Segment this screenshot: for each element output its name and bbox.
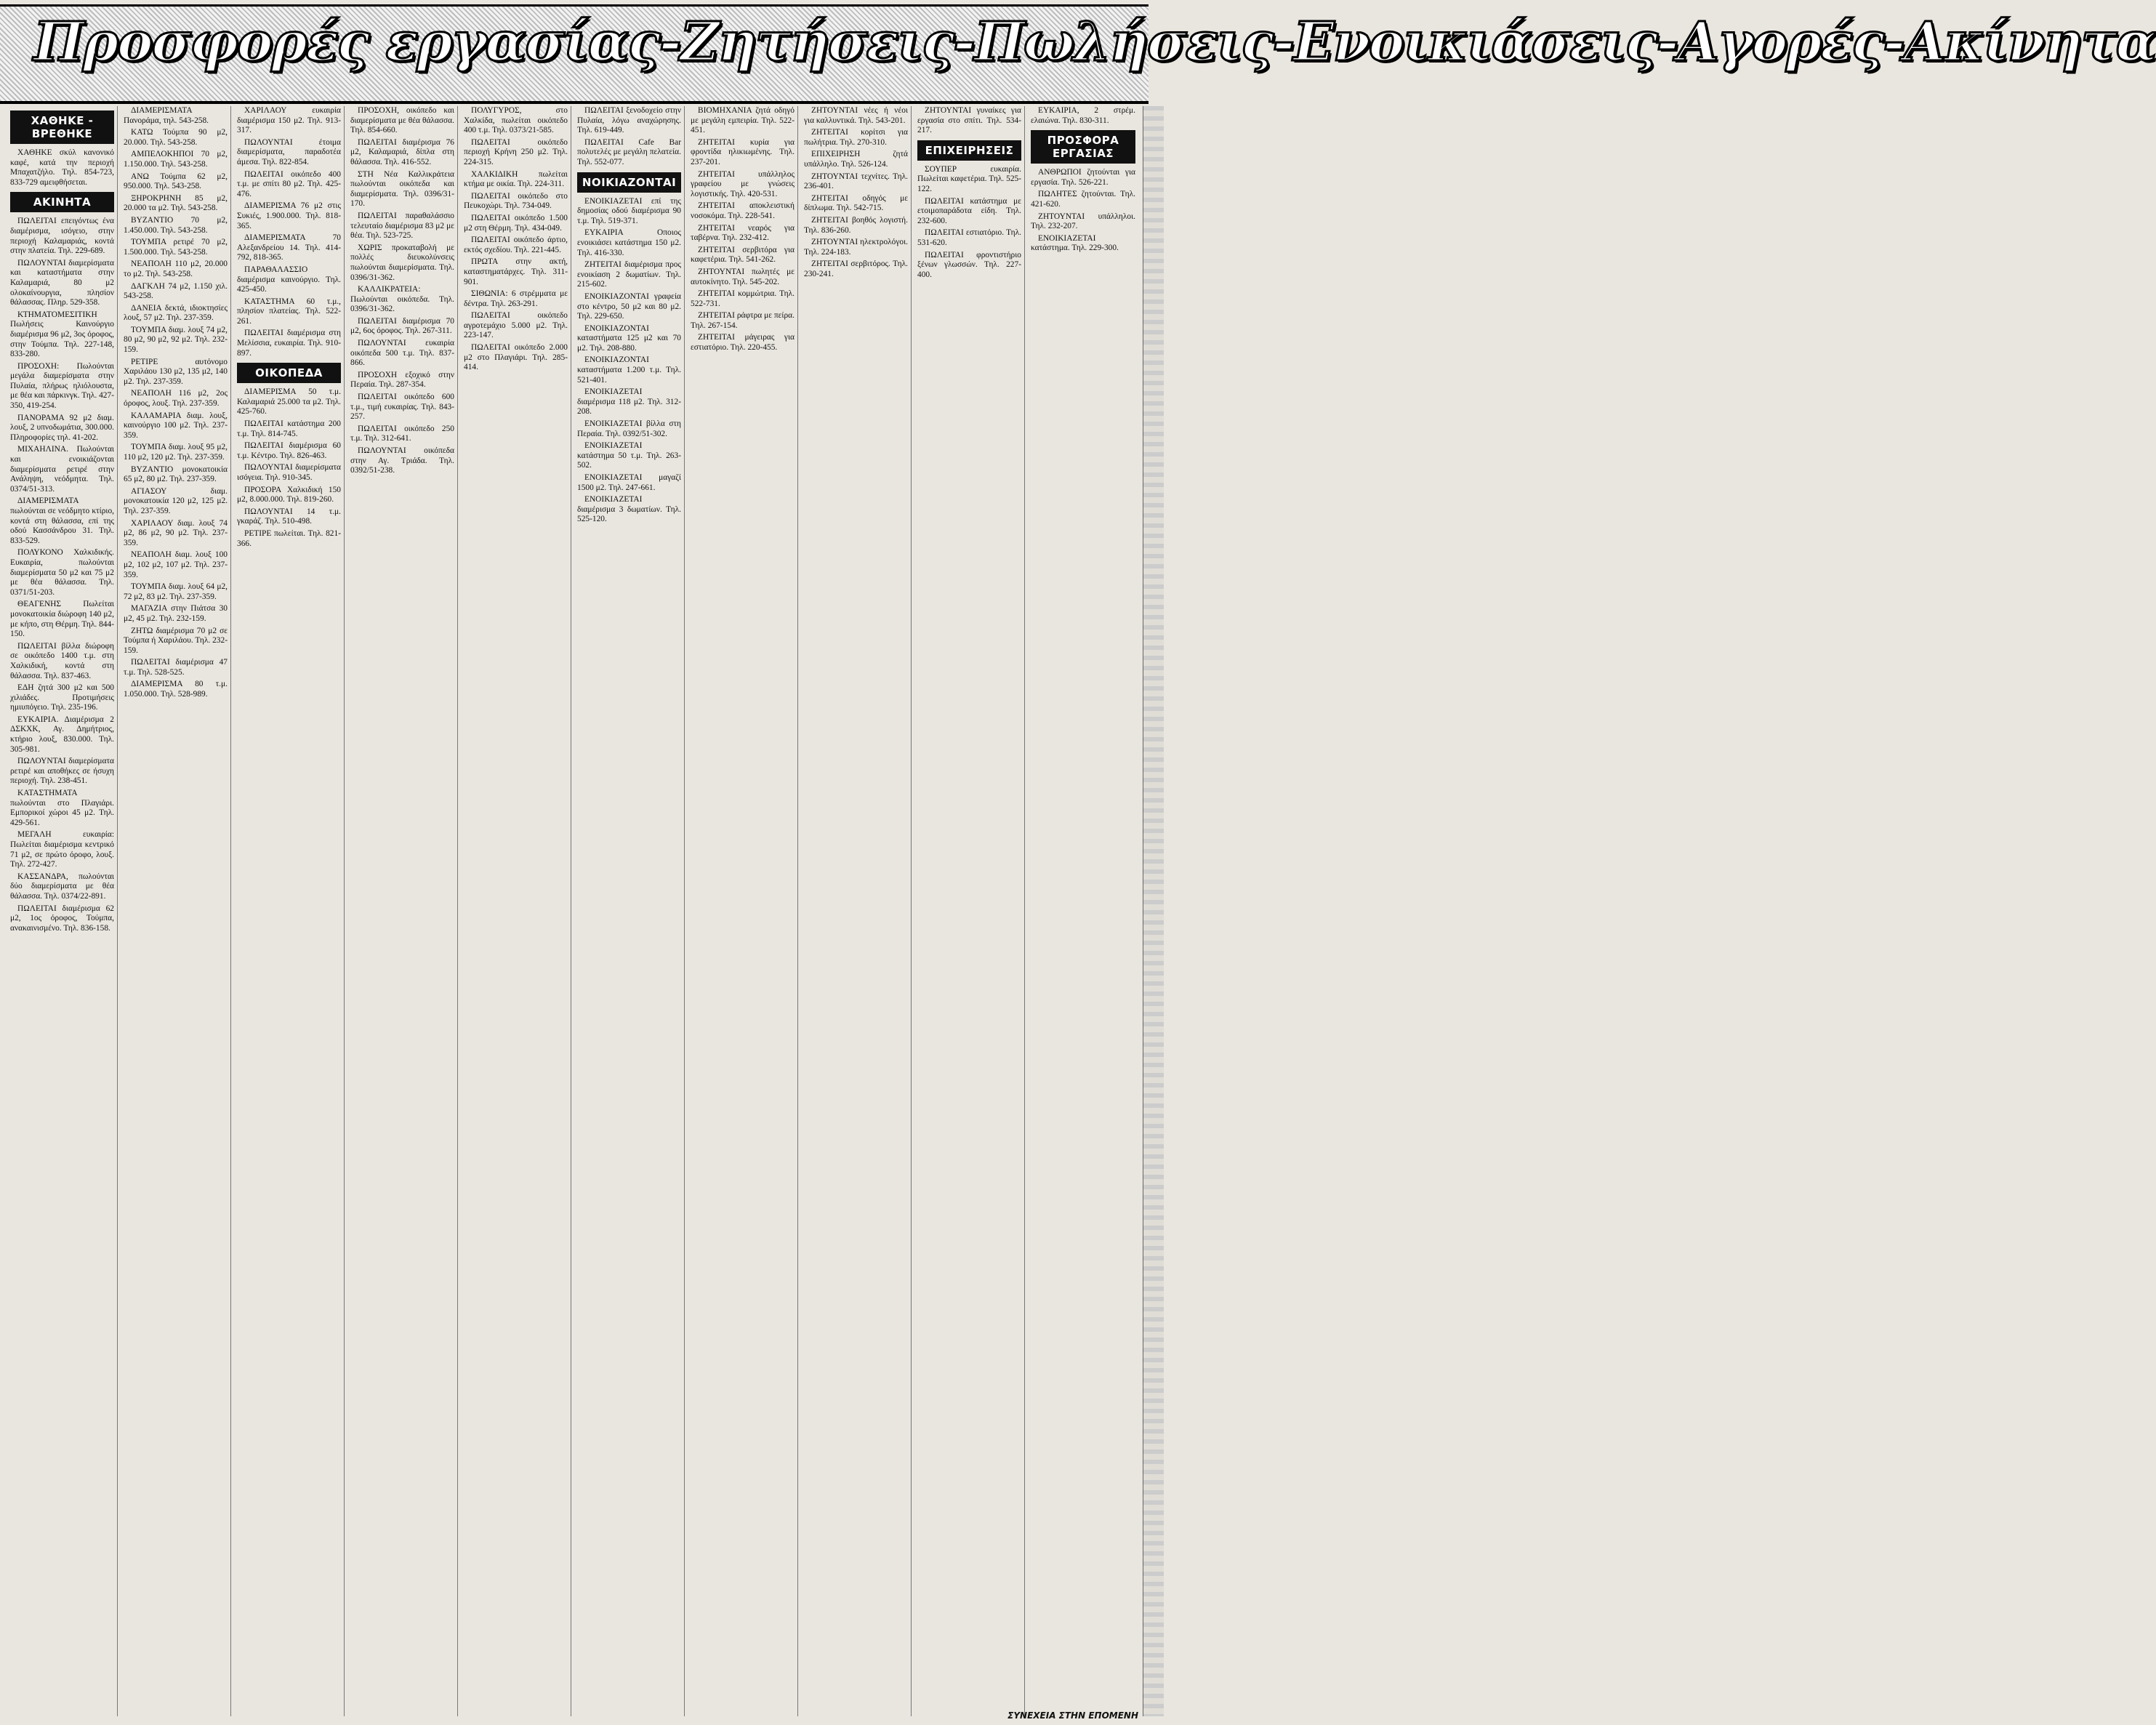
classified-ad: ΠΡΩΤΑ στην ακτή, καταστηματάρχες. Τηλ. 311-901. xyxy=(464,257,568,286)
classified-ad: ΠΩΛΕΙΤΑΙ διαμέρισμα 76 μ2, Καλαμαριά, δίπλα στη θάλασσα. Τηλ. 416-552. xyxy=(350,137,454,166)
classified-ad: ΝΕΑΠΟΛΗ 116 μ2, 2ος όροφος, λουξ. Τηλ. 237-359. xyxy=(124,389,228,409)
classified-ad: ΠΑΝΟΡΑΜΑ 92 μ2 διαμ. λουξ, 2 υπνοδωμάτια, 300.000. Πληροφορίες τηλ. 41-202. xyxy=(10,413,114,442)
classified-ad: ΣΤΗ Νέα Καλλικράτεια πωλούνται οικόπεδα και διαμερίσματα. Τηλ. 0396/31-170. xyxy=(350,169,454,209)
classified-ad: ΔΙΑΜΕΡΙΣΜΑΤΑ πωλούνται σε νεόδμητο κτίριο, κοντά στη θάλασσα, επί της οδού Κασσάνδρου 31. Τηλ. 833-529. xyxy=(10,496,114,545)
classified-ad: ΕΝΟΙΚΙΑΖΟΝΤΑΙ γραφεία στο κέντρο, 50 μ2 και 80 μ2. Τηλ. 229-650. xyxy=(577,291,681,321)
classifieds-columns xyxy=(10,106,1141,1716)
column-2 xyxy=(124,106,231,1716)
classified-ad: ΕΝΟΙΚΙΑΖΕΤΑΙ μαγαζί 1500 μ2. Τηλ. 247-661. xyxy=(577,473,681,492)
classified-ad: ΚΑΛΛΙΚΡΑΤΕΙΑ: Πωλούνται οικόπεδα. Τηλ. 0396/31-362. xyxy=(350,285,454,314)
section-header-plots: ΟΙΚΟΠΕΔΑ xyxy=(237,363,341,383)
classified-ad: ΠΩΛΕΙΤΑΙ οικόπεδο 250 τ.μ. Τηλ. 312-641. xyxy=(350,424,454,443)
classified-ad: ΖΗΤΟΥΝΤΑΙ τεχνίτες. Τηλ. 236-401. xyxy=(804,172,908,191)
banner-title: Προσφορές εργασίας-Ζητήσεις-Πωλήσεις-Ενοικιάσεις-Αγορές-Ακίνητα xyxy=(33,11,2156,73)
classified-ad: ΤΟΥΜΠΑ διαμ. λουξ 74 μ2, 80 μ2, 90 μ2, 92 μ2. Τηλ. 232-159. xyxy=(124,325,228,355)
classified-ad: ΖΗΤΕΙΤΑΙ νεαρός για ταβέρνα. Τηλ. 232-412. xyxy=(691,223,795,243)
classified-ad: ΒΥΖΑΝΤΙΟ μονοκατοικία 65 μ2, 80 μ2. Τηλ. 237-359. xyxy=(124,465,228,484)
classified-ad: ΠΩΛΕΙΤΑΙ οικόπεδο στο Πευκοχώρι. Τηλ. 734-049. xyxy=(464,191,568,211)
classified-ad: ΠΟΛΥΚΟΝΟ Χαλκιδικής. Ευκαιρία, πωλούνται διαμερίσματα 50 μ2 και 75 μ2 με θέα θάλασσα. Τηλ. 0371/51-203. xyxy=(10,548,114,597)
classified-ad: ΕΝΟΙΚΙΑΖΟΝΤΑΙ καταστήματα 125 μ2 και 70 μ2. Τηλ. 208-880. xyxy=(577,323,681,353)
classified-ad: ΠΩΛΕΙΤΑΙ Cafe Bar πολυτελές με μεγάλη πελατεία. Τηλ. 552-077. xyxy=(577,137,681,166)
classified-ad: ΚΑΤΑΣΤΗΜΑΤΑ πωλούνται στο Πλαγιάρι. Εμπορικοί χώροι 45 μ2. Τηλ. 429-561. xyxy=(10,789,114,827)
classified-ad: ΖΗΤΟΥΝΤΑΙ νέες ή νέοι για καλλυντικά. Τηλ. 543-201. xyxy=(804,106,908,125)
classified-ad: ΠΩΛΗΤΕΣ ζητούνται. Τηλ. 421-620. xyxy=(1031,190,1135,209)
classified-ad: ΡΕΤΙΡΕ πωλείται. Τηλ. 821-366. xyxy=(237,528,341,548)
classified-ad: ΕΝΟΙΚΙΑΖΟΝΤΑΙ καταστήματα 1.200 τ.μ. Τηλ. 521-401. xyxy=(577,355,681,385)
classified-ad: ΠΟΛΥΓΥΡΟΣ, στο Χαλκίδα, πωλείται οικόπεδο 400 τ.μ. Τηλ. 0373/21-585. xyxy=(464,106,568,135)
classified-ad: ΧΩΡΙΣ προκαταβολή με πολλές διευκολύνσεις πωλούνται διαμερίσματα. Τηλ. 0396/31-362. xyxy=(350,243,454,282)
classified-ad: ΠΡΟΣΟΧΗ: Πωλούνται μεγάλα διαμερίσματα στην Πυλαία, πλήρως ηλιόλουστα, με θέα και πάρκινγκ. Τηλ. 427-350, 419-254. xyxy=(10,361,114,411)
classified-ad: ΠΩΛΕΙΤΑΙ κατάστημα με ετοιμοπαράδοτα είδη. Τηλ. 232-600. xyxy=(917,196,1021,225)
classified-ad: ΠΩΛΕΙΤΑΙ οικόπεδο περιοχή Κρήνη 250 μ2. Τηλ. 224-315. xyxy=(464,137,568,166)
classified-ad: ΕΠΙΧΕΙΡΗΣΗ ζητά υπάλληλο. Τηλ. 526-124. xyxy=(804,150,908,169)
classified-ad: ΖΗΤΕΙΤΑΙ οδηγός με δίπλωμα. Τηλ. 542-715. xyxy=(804,193,908,213)
classified-ad: ΚΑΛΑΜΑΡΙΑ διαμ. λουξ, καινούργιο 100 μ2. Τηλ. 237-359. xyxy=(124,411,228,440)
classified-ad: ΠΡΟΣΟΡΑ Χαλκιδική 150 μ2, 8.000.000. Τηλ. 819-260. xyxy=(237,485,341,504)
classified-ad: ΞΗΡΟΚΡΗΝΗ 85 μ2, 20.000 τα μ2. Τηλ. 543-258. xyxy=(124,193,228,213)
classified-ad: ΒΙΟΜΗΧΑΝΙΑ ζητά οδηγό με μεγάλη εμπειρία. Τηλ. 522-451. xyxy=(691,106,795,135)
column-3 xyxy=(237,106,345,1716)
classified-ad: ΖΗΤΕΙΤΑΙ μάγειρας για εστιατόριο. Τηλ. 220-455. xyxy=(691,333,795,353)
classified-ad: ΖΗΤΕΙΤΑΙ υπάλληλος γραφείου με γνώσεις λογιστικής. Τηλ. 420-531. xyxy=(691,169,795,198)
classified-ad: ΤΟΥΜΠΑ διαμ. λουξ 64 μ2, 72 μ2, 83 μ2. Τηλ. 237-359. xyxy=(124,582,228,601)
classified-ad: ΔΙΑΜΕΡΙΣΜΑ 50 τ.μ. Καλαμαριά 25.000 τα μ2. Τηλ. 425-760. xyxy=(237,387,341,417)
column-5 xyxy=(464,106,571,1716)
classified-ad: ΖΗΤΕΙΤΑΙ σερβιτόρος. Τηλ. 230-241. xyxy=(804,260,908,278)
classified-ad: ΠΩΛΕΙΤΑΙ επειγόντως ένα διαμέρισμα, ισόγειο, στην περιοχή Καλαμαριάς, κοντά στην πλατεία. Τηλ. 229-689. xyxy=(10,217,114,256)
classified-ad: ΠΩΛΕΙΤΑΙ διαμέρισμα 62 μ2, 1ος όροφος, Τούμπα, ανακαινισμένο. Τηλ. 836-158. xyxy=(10,904,114,933)
classified-ad: ΕΝΟΙΚΙΑΖΕΤΑΙ βίλλα στη Περαία. Τηλ. 0392/51-302. xyxy=(577,419,681,438)
classified-ad: ΕΥΚΑΙΡΙΑ. Διαμέρισμα 2 ΔΣΚΧΚ, Αγ. Δημήτριος, κτήριο λουξ, 830.000. Τηλ. 305-981. xyxy=(10,715,114,754)
classified-ad: ΔΙΑΜΕΡΙΣΜΑ 76 μ2 στις Συκιές, 1.900.000. Τηλ. 818-365. xyxy=(237,201,341,230)
column-7 xyxy=(691,106,798,1716)
classified-ad: ΠΩΛΟΥΝΤΑΙ έτοιμα διαμερίσματα, παραδοτέα άμεσα. Τηλ. 822-854. xyxy=(237,137,341,166)
classified-ad: ΠΩΛΕΙΤΑΙ οικόπεδο 1.500 μ2 στη Θέρμη. Τηλ. 434-049. xyxy=(464,213,568,233)
section-header-lost-found: ΧΑΘΗΚΕ - ΒΡΕΘΗΚΕ xyxy=(10,110,114,144)
classified-ad: ΖΗΤΕΙΤΑΙ κορίτσι για πωλήτρια. Τηλ. 270-310. xyxy=(804,128,908,147)
classified-ad: ΜΙΧΑΗΛΙΝΑ. Πωλούνται και ενοικιάζονται διαμερίσματα ρετιρέ στην Ανάληψη, νεόδμητα. Τηλ. 0374/51-313. xyxy=(10,445,114,494)
classified-ad: ΘΕΑΓΕΝΗΣ Πωλείται μονοκατοικία διώροφη 140 μ2, με κήπο, στη Θέρμη. Τηλ. 844-150. xyxy=(10,600,114,639)
classified-ad: ΕΝΟΙΚΙΑΖΕΤΑΙ διαμέρισμα 3 δωματίων. Τηλ. 525-120. xyxy=(577,495,681,524)
classified-ad: ΝΕΑΠΟΛΗ 110 μ2, 20.000 το μ2. Τηλ. 543-258. xyxy=(124,260,228,278)
classified-ad: ΖΗΤΟΥΝΤΑΙ υπάλληλοι. Τηλ. 232-207. xyxy=(1031,212,1135,231)
column-10 xyxy=(1031,106,1138,1716)
classified-ad: ΕΝΟΙΚΙΑΖΕΤΑΙ κατάστημα. Τηλ. 229-300. xyxy=(1031,233,1119,253)
classified-ad: ΖΗΤΩ διαμέρισμα 70 μ2 σε Τούμπα ή Χαριλάου. Τηλ. 232-159. xyxy=(124,626,228,655)
classified-ad: ΠΩΛΕΙΤΑΙ φροντιστήριο ξένων γλωσσών. Τηλ. 227-400. xyxy=(917,250,1021,279)
classified-ad: ΖΗΤΟΥΝΤΑΙ πωλητές με αυτοκίνητο. Τηλ. 545-202. xyxy=(691,267,795,286)
continued-note: ΣΥΝΕΧΕΙΑ ΣΤΗΝ ΕΠΟΜΕΝΗ xyxy=(1007,1710,1138,1721)
classified-ad: ΒΥΖΑΝΤΙΟ 70 μ2, 1.450.000. Τηλ. 543-258. xyxy=(124,215,228,235)
section-header-real-estate: ΑΚΙΝΗΤΑ xyxy=(10,192,114,212)
classified-ad: ΠΩΛΕΙΤΑΙ οικόπεδο 2.000 μ2 στο Πλαγιάρι. Τηλ. 285-414. xyxy=(464,343,568,372)
section-header-job-offers: ΠΡΟΣΦΟΡΑ ΕΡΓΑΣΙΑΣ xyxy=(1031,130,1135,164)
adjacent-page-edge xyxy=(1143,106,1164,1716)
classified-ad: ΠΩΛΕΙΤΑΙ οικόπεδο 400 τ.μ. με σπίτι 80 μ2. Τηλ. 425-476. xyxy=(237,169,341,198)
column-8 xyxy=(804,106,912,1716)
classified-ad: ΠΩΛΟΥΝΤΑΙ οικόπεδα στην Αγ. Τριάδα. Τηλ. 0392/51-238. xyxy=(350,446,454,475)
classified-ad: ΚΑΤΑΣΤΗΜΑ 60 τ.μ., πλησίον πλατείας. Τηλ. 522-261. xyxy=(237,297,341,326)
classified-ad: ΤΟΥΜΠΑ ρετιρέ 70 μ2, 1.500.000. Τηλ. 543-258. xyxy=(124,238,228,257)
classified-ad: ΖΗΤΕΙΤΑΙ ράφτρα με πείρα. Τηλ. 267-154. xyxy=(691,311,795,330)
classified-ad: ΠΩΛΕΙΤΑΙ διαμέρισμα 70 μ2, 6ος όροφος. Τηλ. 267-311. xyxy=(350,316,454,336)
classified-ad: ΠΩΛΕΙΤΑΙ εστιατόριο. Τηλ. 531-620. xyxy=(917,228,1021,247)
classified-ad: ΑΓΙΑΣΟΥ διαμ. μονοκατοικία 120 μ2, 125 μ2. Τηλ. 237-359. xyxy=(124,486,228,515)
classified-ad: ΕΥΚΑΙΡΙΑ Οποιος ενοικιάσει κατάστημα 150 μ2. Τηλ. 416-330. xyxy=(577,228,681,257)
classified-ad: ΣΙΘΩΝΙΑ: 6 στρέμματα με δέντρα. Τηλ. 263-291. xyxy=(464,289,568,308)
classified-ad: ΠΩΛΕΙΤΑΙ ξενοδοχείο στην Πυλαία, λόγω αναχώρησης. Τηλ. 619-449. xyxy=(577,106,681,135)
classifieds-banner xyxy=(0,4,2156,104)
classified-ad: ΠΩΛΕΙΤΑΙ βίλλα διώροφη σε οικόπεδο 1400 τ.μ. στη Χαλκιδική, κοντά στη θάλασσα. Τηλ. 837-463. xyxy=(10,641,114,680)
classified-ad: ΠΩΛΕΙΤΑΙ διαμέρισμα 60 τ.μ. Κέντρο. Τηλ. 826-463. xyxy=(237,441,341,460)
classified-ad: ΖΗΤΕΙΤΑΙ διαμέρισμα προς ενοικίαση 2 δωματίων. Τηλ. 215-602. xyxy=(577,260,681,289)
classified-ad: ΜΕΓΑΛΗ ευκαιρία: Πωλείται διαμέρισμα κεντρικό 71 μ2, σε πρώτο όροφο, λουξ. Τηλ. 272-427. xyxy=(10,830,114,869)
classified-ad: ΠΩΛΟΥΝΤΑΙ ευκαιρία οικόπεδα 500 τ.μ. Τηλ. 837-866. xyxy=(350,339,454,368)
classified-ad: ΠΩΛΟΥΝΤΑΙ 14 τ.μ. γκαράζ. Τηλ. 510-498. xyxy=(237,507,341,526)
classified-ad: ΚΑΤΩ Τούμπα 90 μ2, 20.000. Τηλ. 543-258. xyxy=(124,128,228,147)
classified-ad: ΔΑΝΕΙΑ δεκτά, ιδιοκτησίες λουξ, 57 μ2. Τηλ. 237-359. xyxy=(124,303,228,323)
classified-ad: ΕΝΟΙΚΙΑΖΕΤΑΙ κατάστημα 50 τ.μ. Τηλ. 263-502. xyxy=(577,441,681,470)
classified-ad: ΜΑΓΑΖΙΑ στην Πιάτσα 30 μ2, 45 μ2. Τηλ. 232-159. xyxy=(124,604,228,623)
classified-ad: ΠΩΛΟΥΝΤΑΙ διαμερίσματα ισόγεια. Τηλ. 910-345. xyxy=(237,463,341,482)
classified-ad: ΔΙΑΜΕΡΙΣΜΑΤΑ 70 Αλεξανδρείου 14. Τηλ. 414-792, 818-365. xyxy=(237,233,341,262)
section-header-rentals: ΝΟΙΚΙΑΖΟΝΤΑΙ xyxy=(577,172,681,193)
classified-ad: ΠΩΛΕΙΤΑΙ κατάστημα 200 τ.μ. Τηλ. 814-745. xyxy=(237,419,341,438)
column-9 xyxy=(917,106,1025,1716)
classified-ad: ΝΕΑΠΟΛΗ διαμ. λουξ 100 μ2, 102 μ2, 107 μ2. Τηλ. 237-359. xyxy=(124,550,228,579)
column-4 xyxy=(350,106,458,1716)
section-header-business: ΕΠΙΧΕΙΡΗΣΕΙΣ xyxy=(917,140,1021,161)
classified-ad: ΖΗΤΕΙΤΑΙ κυρία για φροντίδα ηλικιωμένης. Τηλ. 237-201. xyxy=(691,137,795,166)
classified-ad: ΠΩΛΕΙΤΑΙ οικόπεδο 600 τ.μ., τιμή ευκαιρίας. Τηλ. 843-257. xyxy=(350,393,454,422)
classified-ad: ΣΟΥΠΕΡ ευκαιρία. Πωλείται καφετέρια. Τηλ. 525-122. xyxy=(917,164,1021,193)
classified-ad: ΖΗΤΟΥΝΤΑΙ ηλεκτρολόγοι. Τηλ. 224-183. xyxy=(804,238,908,257)
classified-ad: ΚΤΗΜΑΤΟΜΕΣΙΤΙΚΗ Πωλήσεις Καινούργιο διαμέρισμα 96 μ2, 3ος όροφος, στην Τούμπα. Τηλ. 227-148, 833-280. xyxy=(10,310,114,359)
classified-ad: ΔΙΑΜΕΡΙΣΜΑΤΑ Πανοράμα, τηλ. 543-258. xyxy=(124,106,209,125)
classified-ad: ΧΑΡΙΛΑΟΥ διαμ. λουξ 74 μ2, 86 μ2, 90 μ2. Τηλ. 237-359. xyxy=(124,518,228,547)
classified-ad: ΑΜΠΕΛΟΚΗΠΟΙ 70 μ2, 1.150.000. Τηλ. 543-258. xyxy=(124,150,228,169)
classified-ad: ΚΑΣΣΑΝΔΡΑ, πωλούνται δύο διαμερίσματα με θέα θάλασσα. Τηλ. 0374/22-891. xyxy=(10,872,114,901)
classified-ad: ΠΑΡΑΘΑΛΑΣΣΙΟ διαμέρισμα καινούργιο. Τηλ. 425-450. xyxy=(237,265,341,294)
classified-ad: ΕΝΟΙΚΙΑΖΕΤΑΙ επί της δημοσίας οδού διαμέρισμα 90 τ.μ. Τηλ. 519-371. xyxy=(577,196,681,225)
classified-ad: ΕΝΟΙΚΙΑΖΕΤΑΙ διαμέρισμα 118 μ2. Τηλ. 312-208. xyxy=(577,387,681,417)
classified-ad: ΠΩΛΟΥΝΤΑΙ διαμερίσματα ρετιρέ και αποθήκες σε ήσυχη περιοχή. Τηλ. 238-451. xyxy=(10,757,114,786)
classified-ad: ΤΟΥΜΠΑ διαμ. λουξ 95 μ2, 110 μ2, 120 μ2. Τηλ. 237-359. xyxy=(124,443,228,462)
classified-ad: ΠΩΛΕΙΤΑΙ οικόπεδο αγροτεμάχιο 5.000 μ2. Τηλ. 223-147. xyxy=(464,311,568,340)
classified-ad: ΧΑΘΗΚΕ σκύλ κανονικό καφέ, κατά την περιοχή Μπαχατζήλο. Τηλ. 854-723, 833-729 αμειφθήσεται. xyxy=(10,148,114,187)
column-1 xyxy=(10,106,118,1716)
classified-ad: ΠΩΛΕΙΤΑΙ παραθαλάσσιο τελευταίο διαμέρισμα 83 μ2 με θέα. Τηλ. 523-725. xyxy=(350,211,454,241)
classified-ad: ΠΡΟΣΟΧΗ εξοχικό στην Περαία. Τηλ. 287-354. xyxy=(350,370,454,390)
classified-ad: ΖΗΤΕΙΤΑΙ κομμώτρια. Τηλ. 522-731. xyxy=(691,289,795,308)
classified-ad: ΕΥΚΑΙΡΙΑ, 2 στρέμ. ελαιώνα. Τηλ. 830-311. xyxy=(1031,106,1135,125)
classified-ad: ΖΗΤΕΙΤΑΙ αποκλειστική νοσοκόμα. Τηλ. 228-541. xyxy=(691,201,795,220)
classified-ad: ΖΗΤΕΙΤΑΙ σερβιτόρα για καφετέρια. Τηλ. 541-262. xyxy=(691,245,795,265)
classified-ad: ΑΝΘΡΩΠΟΙ ζητούνται για εργασία. Τηλ. 526-221. xyxy=(1031,168,1135,187)
classified-ad: ΔΙΑΜΕΡΙΣΜΑ 80 τ.μ. 1.050.000. Τηλ. 528-989. xyxy=(124,680,228,699)
classified-ad: ΠΩΛΕΙΤΑΙ διαμέρισμα στη Μελίσσια, ευκαιρία. Τηλ. 910-897. xyxy=(237,329,341,358)
classified-ad: ΠΩΛΕΙΤΑΙ οικόπεδο άρτιο, εκτός σχεδίου. Τηλ. 221-445. xyxy=(464,236,568,254)
column-6 xyxy=(577,106,685,1716)
classified-ad: ΠΡΟΣΟΧΗ, οικόπεδο και διαμερίσματα με θέα θάλασσα. Τηλ. 854-660. xyxy=(350,106,454,135)
classified-ad: ΧΑΡΙΛΑΟΥ ευκαιρία διαμέρισμα 150 μ2. Τηλ. 913-317. xyxy=(237,106,341,135)
classified-ad: ΕΔΗ ζητά 300 μ2 και 500 χιλιάδες. Προτιμήσεις ημιυπόγειο. Τηλ. 235-196. xyxy=(10,683,114,712)
classified-ad: ΠΩΛΟΥΝΤΑΙ διαμερίσματα και καταστήματα στην Καλαμαριά, 80 μ2 ολοκαίνουργια, πλησίον θάλασσας. Πληρ. 529-358. xyxy=(10,258,114,307)
classified-ad: ΔΑΓΚΛΗ 74 μ2, 1.150 χιλ. 543-258. xyxy=(124,281,228,301)
classified-ad: ΠΩΛΕΙΤΑΙ διαμέρισμα 47 τ.μ. Τηλ. 528-525. xyxy=(124,658,228,677)
classified-ad: ΡΕΤΙΡΕ αυτόνομο Χαριλάου 130 μ2, 135 μ2, 140 μ2. Τηλ. 237-359. xyxy=(124,357,228,386)
classified-ad: ΧΑΛΚΙΔΙΚΗ πωλείται κτήμα με οικία. Τηλ. 224-311. xyxy=(464,169,568,189)
classified-ad: ΖΗΤΕΙΤΑΙ βοηθός λογιστή. Τηλ. 836-260. xyxy=(804,215,908,235)
classified-ad: ΑΝΩ Τούμπα 62 μ2, 950.000. Τηλ. 543-258. xyxy=(124,172,228,191)
classified-ad: ΖΗΤΟΥΝΤΑΙ γυναίκες για εργασία στο σπίτι. Τηλ. 534-217. xyxy=(917,106,1021,135)
